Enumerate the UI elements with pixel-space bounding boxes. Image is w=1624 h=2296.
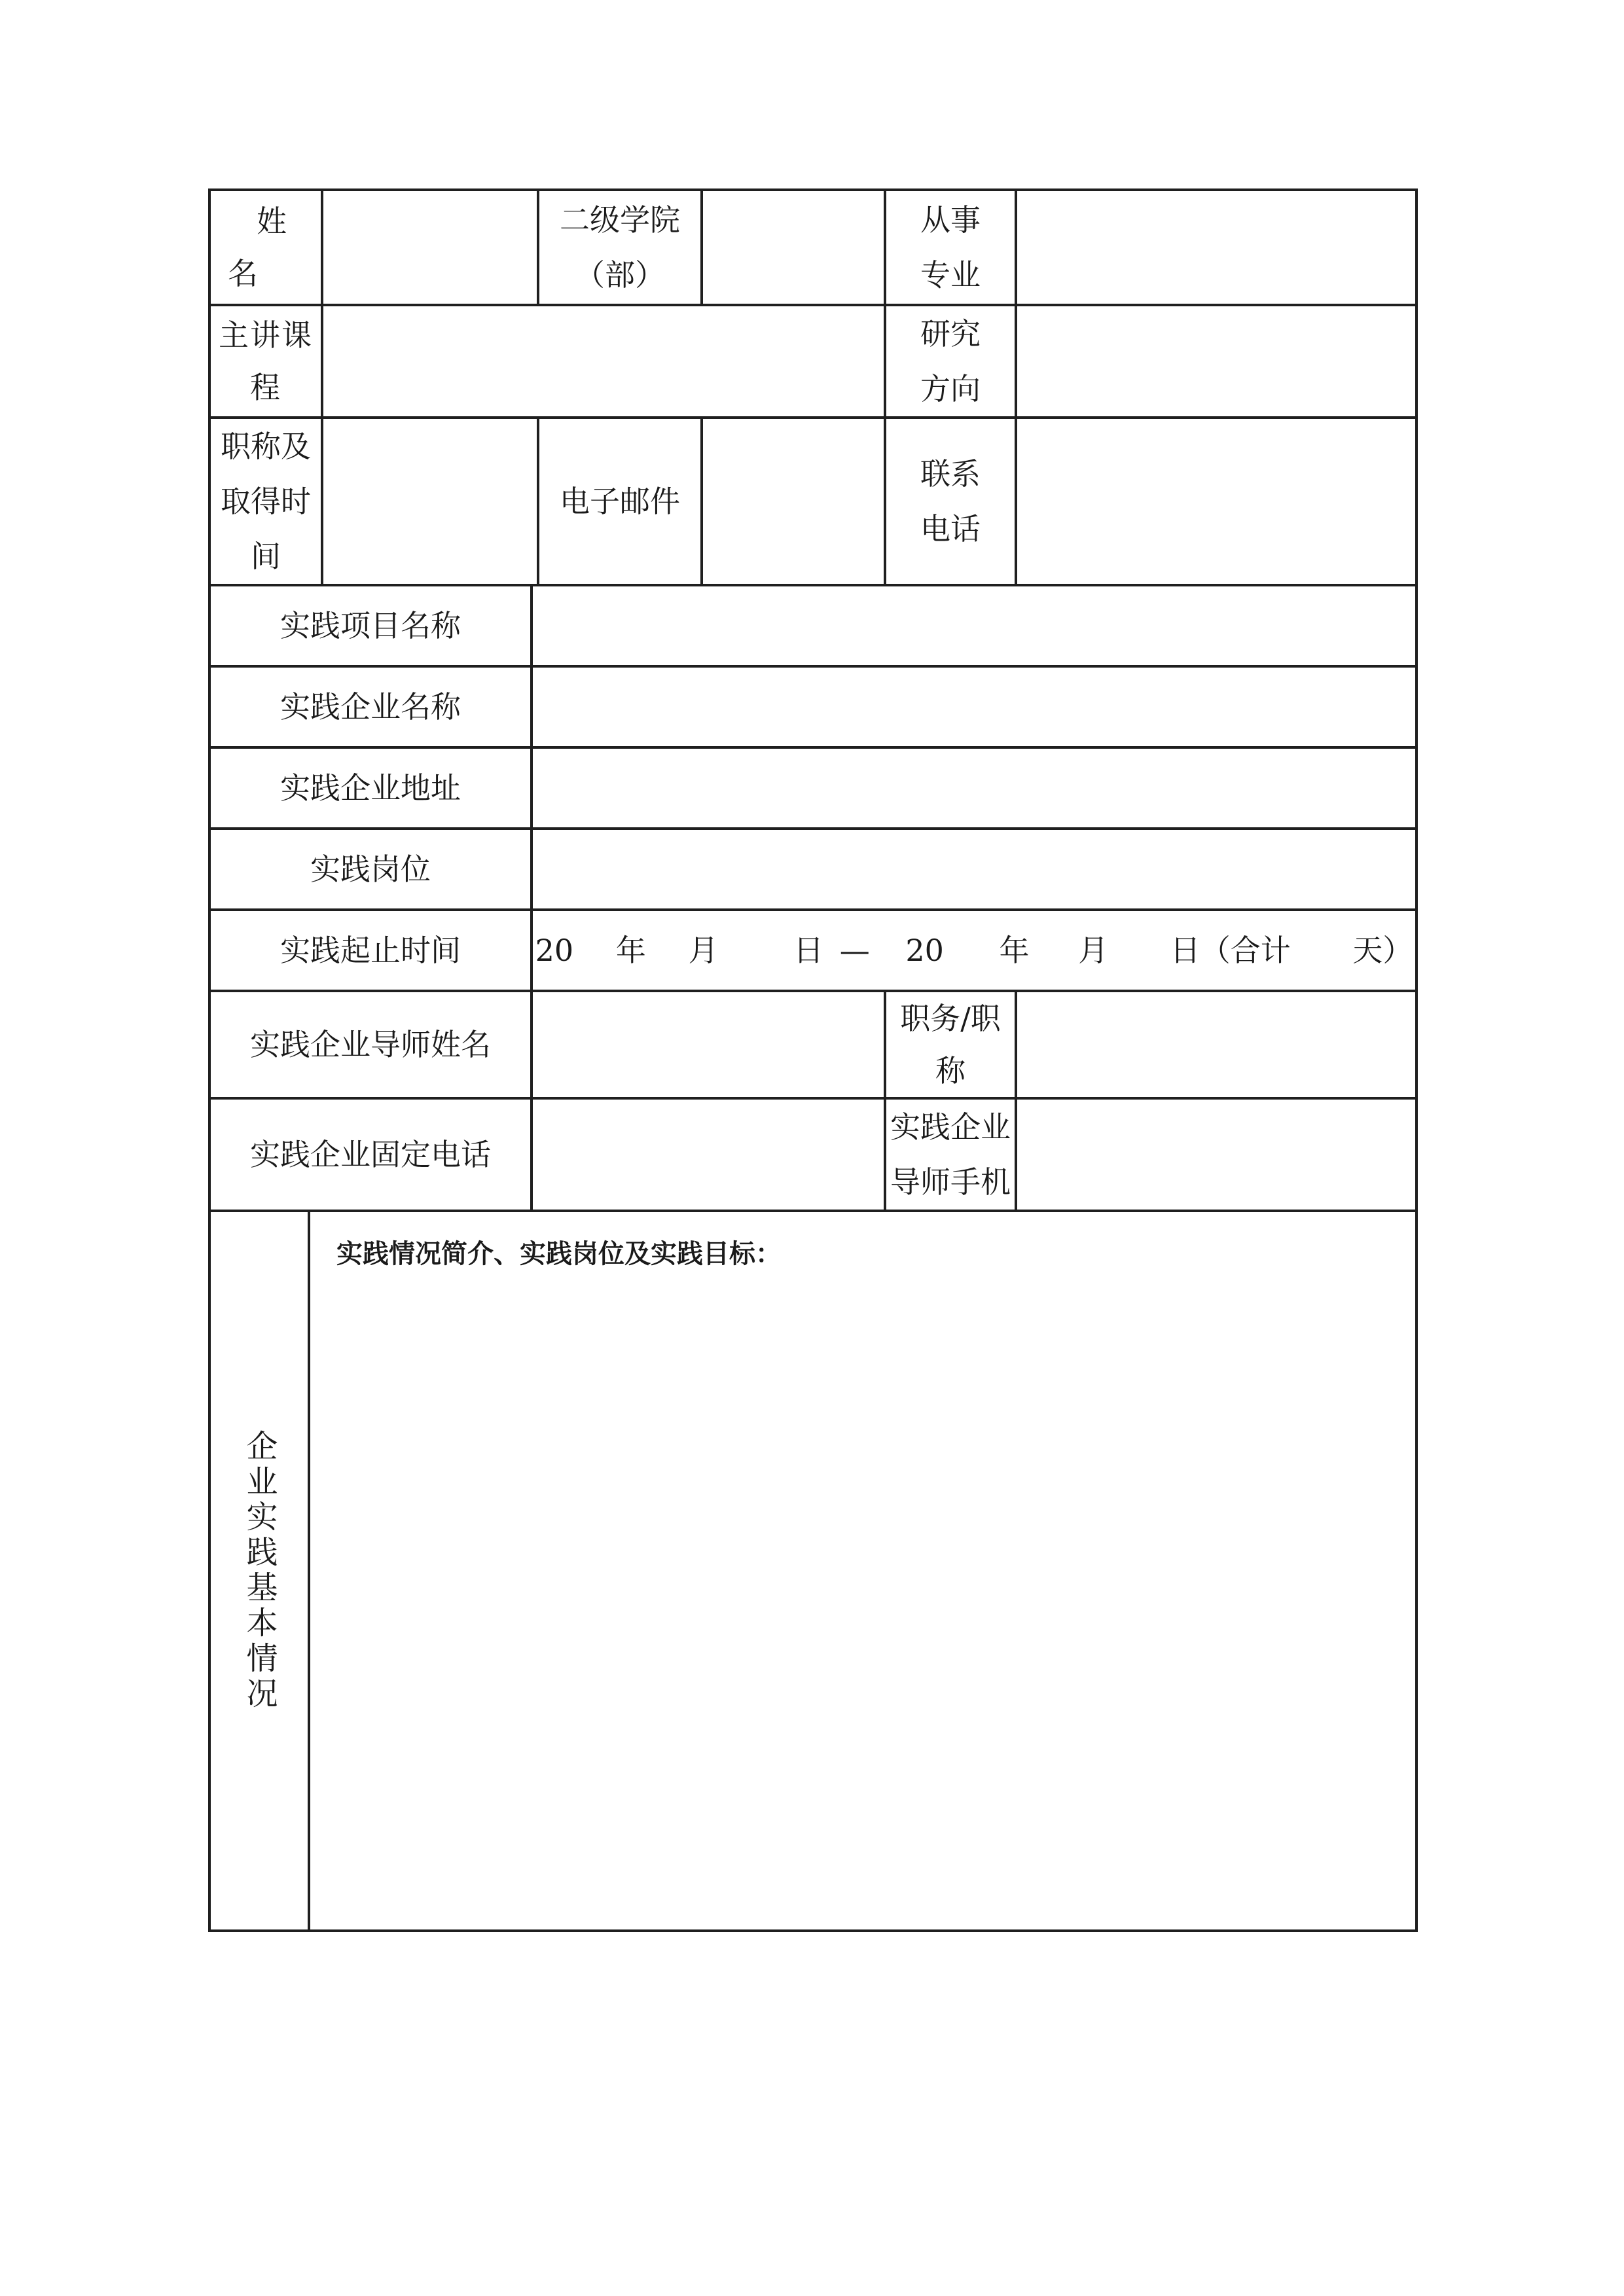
- row-course: [209, 305, 1416, 418]
- college-label-line2: （部）: [575, 257, 665, 293]
- company-address-label: 实践企业地址: [280, 770, 461, 806]
- phone-label-line2: 电话: [920, 511, 981, 547]
- mentor-title-value-cell[interactable]: [1016, 991, 1416, 1098]
- name-label-cell: [209, 190, 408, 305]
- company-name-label-cell: [209, 666, 532, 747]
- mentor-name-label-cell: [209, 991, 532, 1098]
- company-name-value-cell[interactable]: [532, 666, 1416, 747]
- title-value-cell[interactable]: [322, 418, 538, 585]
- course-label: 主讲课程: [219, 317, 313, 405]
- start-year-unit: 年: [615, 933, 646, 968]
- major-label-line1: 从事: [920, 202, 981, 238]
- row-name: [209, 190, 1416, 305]
- course-value-cell[interactable]: [322, 305, 885, 418]
- days-unit: 天）: [1352, 933, 1413, 968]
- mentor-mobile-label-line1: 实践企业: [890, 1109, 1011, 1145]
- row-basic-info: [209, 1211, 1416, 1931]
- period-label: 实践起止时间: [280, 933, 461, 968]
- intro-title: 实践情况简介、实践岗位及实践目标：: [336, 1239, 782, 1269]
- phone-label-cell: [885, 418, 1016, 585]
- college-label-cell: [538, 190, 702, 305]
- end-month-unit: 月: [1078, 933, 1109, 968]
- row-title: [209, 418, 1416, 585]
- phone-label-line1: 联系: [920, 456, 981, 492]
- email-value-cell[interactable]: [702, 418, 885, 585]
- practice-application-table: [208, 188, 1418, 1932]
- start-month-unit: 月: [688, 933, 719, 968]
- major-label-cell: [885, 190, 1016, 305]
- mentor-name-label: 实践企业导师姓名: [250, 1027, 491, 1062]
- research-label-cell: [885, 305, 1016, 418]
- end-year-prefix: 20: [905, 933, 944, 968]
- row-period: [209, 910, 1416, 991]
- row-project-name: [209, 585, 1416, 666]
- row-mentor-name: [209, 991, 1416, 1098]
- phone-value-cell[interactable]: [1016, 418, 1416, 585]
- mentor-mobile-label-cell: [885, 1098, 1016, 1211]
- end-year-unit: 年: [999, 933, 1030, 968]
- position-value-cell[interactable]: [532, 829, 1416, 910]
- basic-info-value-cell[interactable]: [309, 1211, 1416, 1931]
- position-label: 实践岗位: [310, 852, 431, 887]
- start-day-unit: 日: [793, 933, 824, 968]
- email-label-cell: [538, 418, 702, 585]
- company-address-value-cell[interactable]: [532, 747, 1416, 829]
- project-name-label: 实践项目名称: [280, 608, 461, 643]
- company-phone-value-cell[interactable]: [532, 1098, 885, 1211]
- name-label: 姓 名: [228, 204, 408, 291]
- row-company-name: [209, 666, 1416, 747]
- research-label-line1: 研究: [920, 316, 981, 351]
- company-phone-label: 实践企业固定电话: [250, 1137, 491, 1172]
- position-label-cell: [209, 829, 532, 910]
- mentor-mobile-label-line2: 导师手机: [890, 1164, 1011, 1200]
- major-value-cell[interactable]: [1016, 190, 1416, 305]
- project-name-label-cell: [209, 585, 532, 666]
- company-name-label: 实践企业名称: [280, 689, 461, 725]
- company-address-label-cell: [209, 747, 532, 829]
- major-label-line2: 专业: [920, 257, 981, 293]
- row-company-phone: [209, 1098, 1416, 1211]
- research-value-cell[interactable]: [1016, 305, 1416, 418]
- end-day-unit: 日（合计: [1170, 933, 1291, 968]
- email-label: 电子邮件: [560, 484, 680, 519]
- company-phone-label-cell: [209, 1098, 532, 1211]
- title-label-cell: [209, 418, 322, 585]
- mentor-title-label-cell: [885, 991, 1016, 1098]
- course-label-cell: [209, 305, 322, 418]
- title-label-line2: 取得时间: [221, 484, 311, 574]
- row-position: [209, 829, 1416, 910]
- row-company-address: [209, 747, 1416, 829]
- mentor-name-value-cell[interactable]: [532, 991, 885, 1098]
- research-label-line2: 方向: [920, 371, 981, 406]
- college-label-line1: 二级学院: [560, 202, 680, 238]
- basic-info-label-cell: [209, 1211, 309, 1931]
- period-dash: —: [839, 933, 870, 968]
- title-label-line1: 职称及: [221, 429, 311, 464]
- basic-info-label: 企业实践基本情况: [241, 1429, 278, 1712]
- start-year-prefix: 20: [535, 933, 574, 968]
- college-value-cell[interactable]: [702, 190, 885, 305]
- mentor-title-label: 职务/职称: [900, 1001, 1001, 1088]
- mentor-mobile-value-cell[interactable]: [1016, 1098, 1416, 1211]
- period-value-cell[interactable]: [532, 910, 1416, 991]
- project-name-value-cell[interactable]: [532, 585, 1416, 666]
- period-label-cell: [209, 910, 532, 991]
